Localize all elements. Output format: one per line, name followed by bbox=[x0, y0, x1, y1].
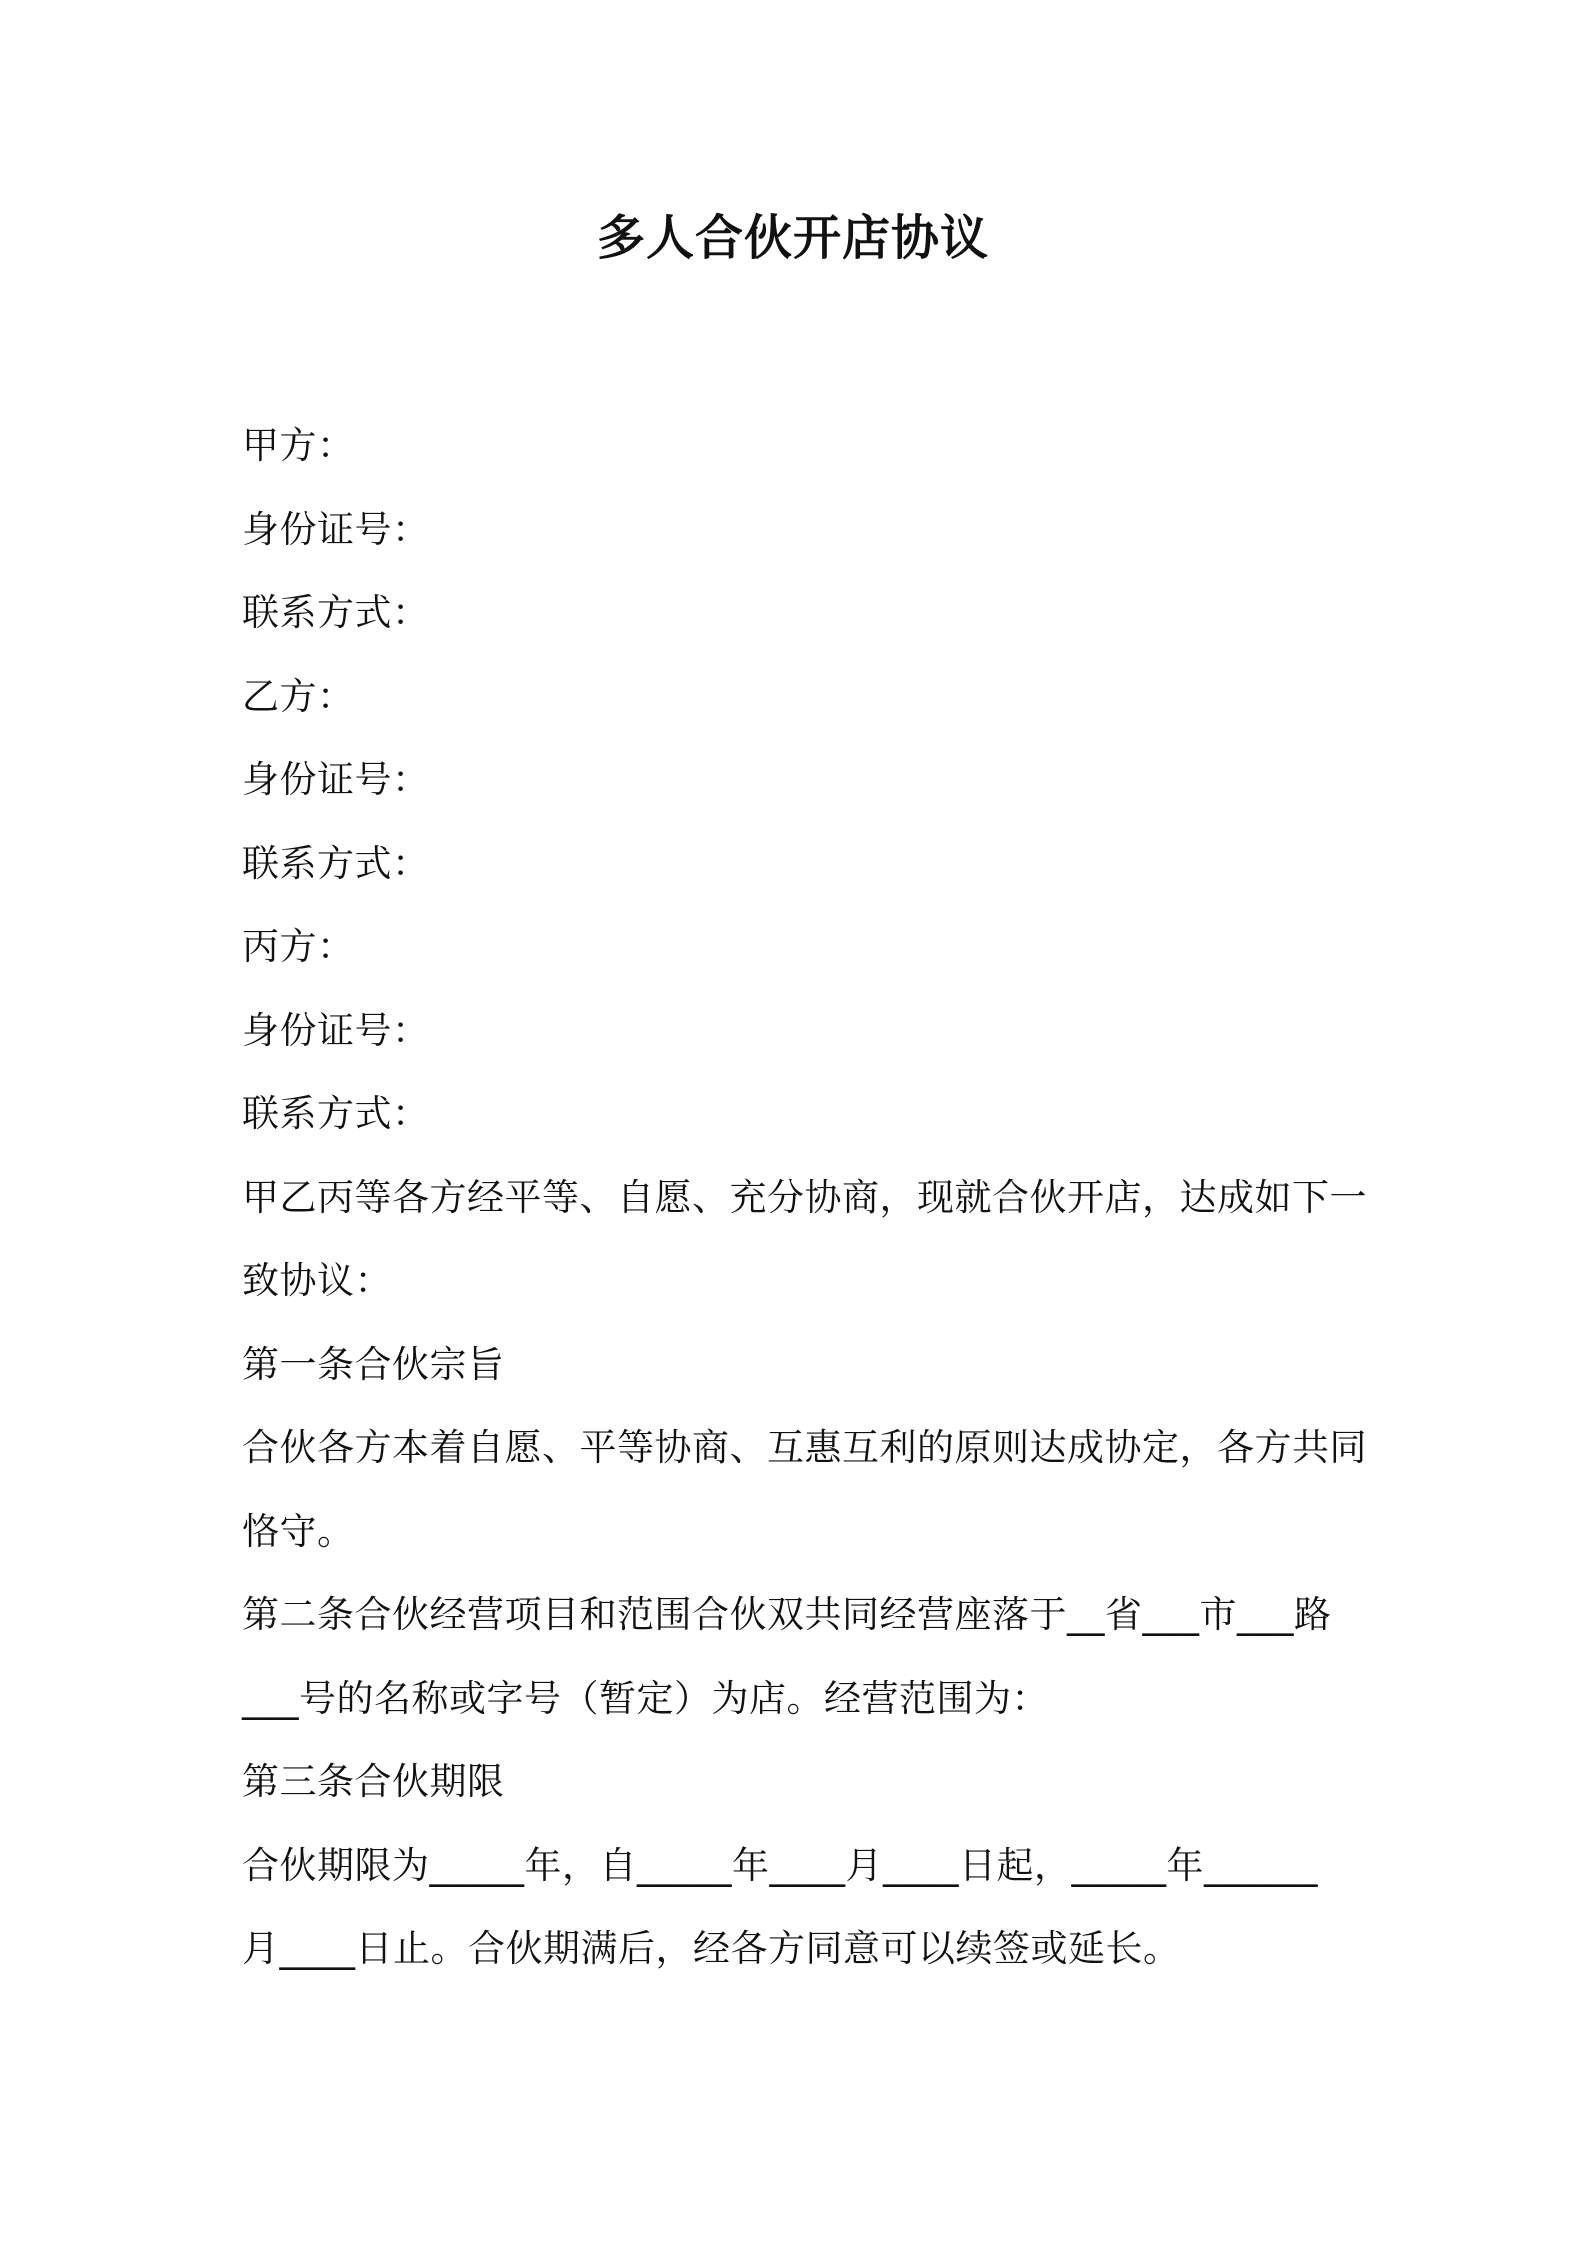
document-title: 多人合伙开店协议 bbox=[596, 210, 989, 266]
document-body bbox=[242, 404, 1367, 1991]
party-a-id-number-label: 身份证号： bbox=[242, 507, 430, 551]
article-2-text-line-2: ___号的名称或字号（暂定）为店。经营范围为： bbox=[242, 1676, 1049, 1720]
article-1-text-line-1: 合伙各方本着自愿、平等协商、互惠互利的原则达成协定，各方共同 bbox=[242, 1426, 1367, 1469]
party-c-id-number-label: 身份证号： bbox=[242, 1008, 430, 1052]
party-c-contact-label: 联系方式： bbox=[242, 1092, 430, 1135]
party-c-label: 丙方： bbox=[242, 925, 355, 968]
party-a-label: 甲方： bbox=[242, 424, 355, 467]
article-1-text-line-2: 恪守。 bbox=[242, 1509, 355, 1553]
article-2-text-line-1: 第二条合伙经营项目和范围合伙双共同经营座落于__省___市___路 bbox=[242, 1593, 1332, 1636]
article-3-text-line-2: 月____日止。合伙期满后，经各方同意可以续签或延长。 bbox=[242, 1927, 1181, 1970]
party-b-contact-label: 联系方式： bbox=[242, 841, 430, 885]
article-3-heading: 第三条合伙期限 bbox=[242, 1760, 505, 1803]
article-1-heading: 第一条合伙宗旨 bbox=[242, 1342, 505, 1386]
party-b-id-number-label: 身份证号： bbox=[242, 758, 430, 801]
preamble-line-1: 甲乙丙等各方经平等、自愿、充分协商，现就合伙开店，达成如下一 bbox=[242, 1175, 1367, 1219]
party-a-contact-label: 联系方式： bbox=[242, 591, 430, 634]
party-b-label: 乙方： bbox=[242, 674, 355, 718]
preamble-line-2: 致协议： bbox=[242, 1259, 392, 1302]
article-3-text-line-1: 合伙期限为_____年，自_____年____月____日起，_____年______ bbox=[242, 1843, 1318, 1887]
